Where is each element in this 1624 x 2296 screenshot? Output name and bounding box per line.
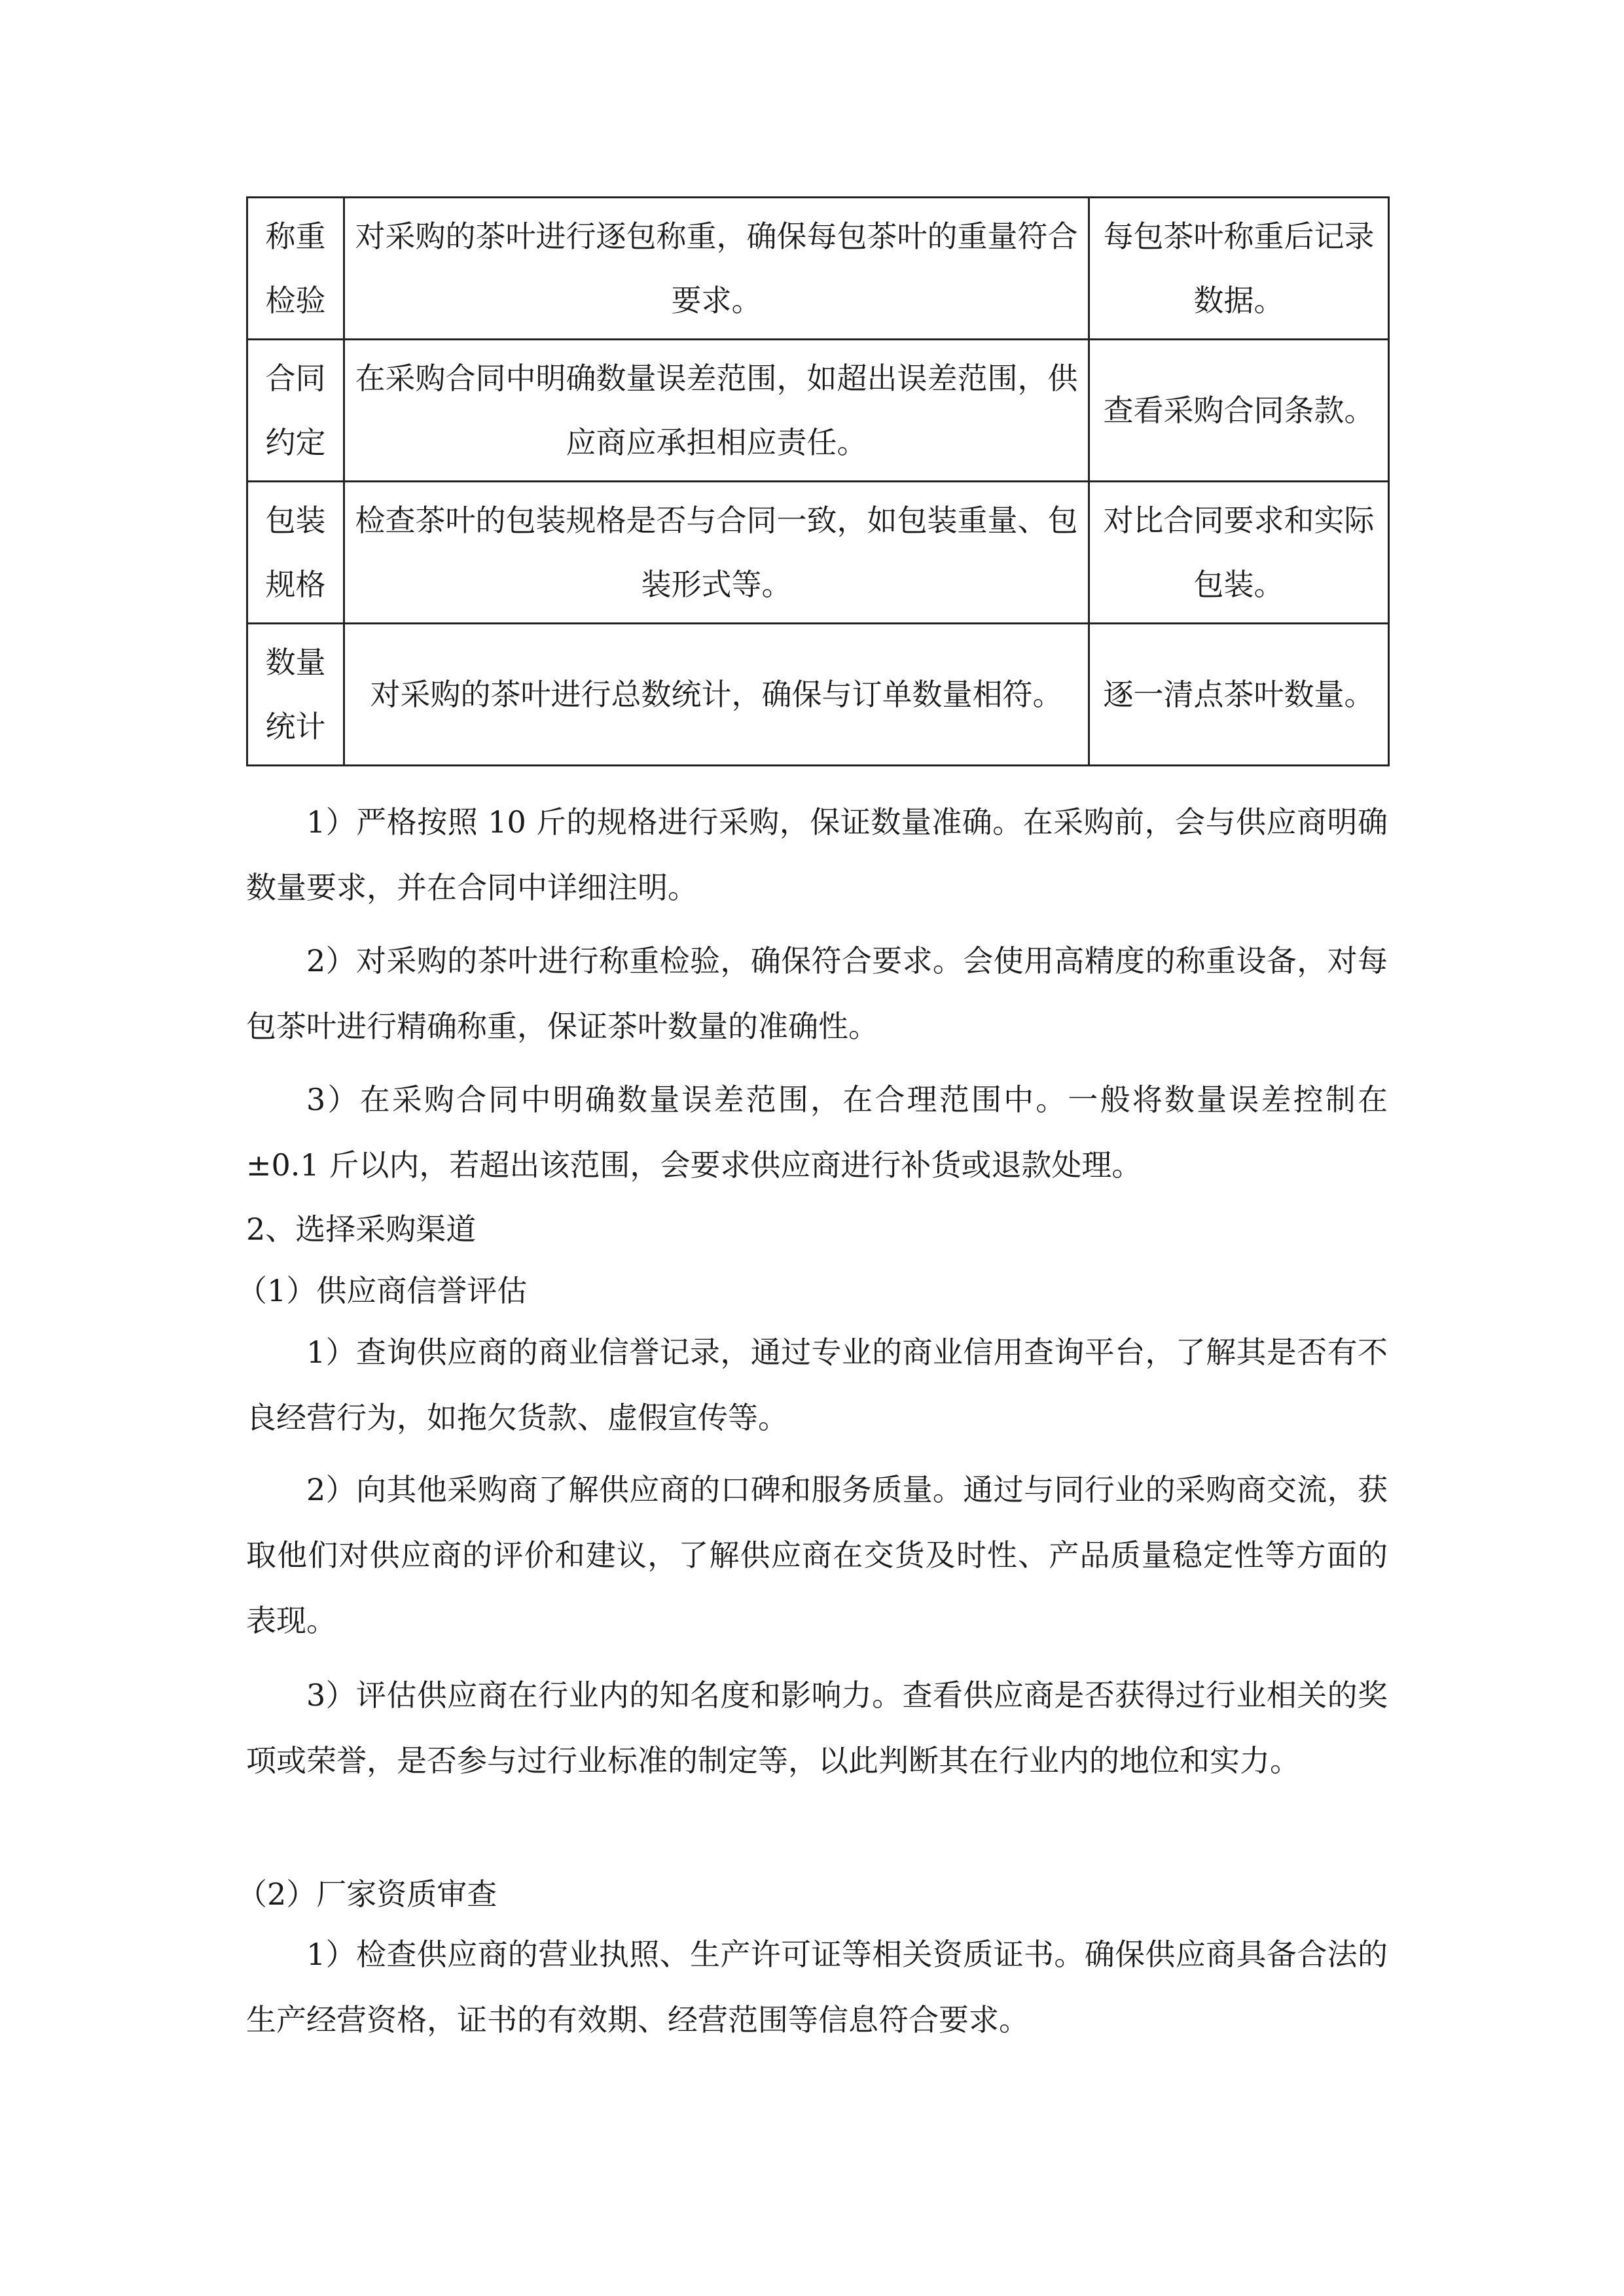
table-cell-method: 对比合同要求和实际包装。 bbox=[1089, 482, 1389, 624]
table-row bbox=[247, 482, 1389, 624]
table-cell-item: 数量统计 bbox=[247, 624, 344, 766]
paragraph-qualification-1: 1）检查供应商的营业执照、生产许可证等相关资质证书。确保供应商具备合法的生产经营资格，证书的有效期、经营范围等信息符合要求。 bbox=[246, 1937, 1388, 2037]
table-cell-method: 每包茶叶称重后记录数据。 bbox=[1089, 198, 1389, 340]
section-heading: 2、选择采购渠道 bbox=[246, 1211, 477, 1247]
paragraph-quantity-2: 2）对采购的茶叶进行称重检验，确保符合要求。会使用高精度的称重设备，对每包茶叶进行精确称重，保证茶叶数量的准确性。 bbox=[246, 943, 1388, 1044]
table-cell-item: 包装规格 bbox=[247, 482, 344, 624]
table-row bbox=[247, 340, 1389, 482]
table-cell-item: 合同约定 bbox=[247, 340, 344, 482]
table-row bbox=[247, 624, 1389, 766]
table-row bbox=[247, 198, 1389, 340]
table-cell-method: 查看采购合同条款。 bbox=[1089, 340, 1389, 482]
table-cell-description: 检查茶叶的包装规格是否与合同一致，如包装重量、包装形式等。 bbox=[344, 482, 1089, 624]
paragraph-quantity-3: 3）在采购合同中明确数量误差范围，在合理范围中。一般将数量误差控制在±0.1 斤以内，若超出该范围，会要求供应商进行补货或退款处理。 bbox=[246, 1082, 1388, 1183]
paragraph-credit-2: 2）向其他采购商了解供应商的口碑和服务质量。通过与同行业的采购商交流，获取他们对供应商的评价和建议，了解供应商在交货及时性、产品质量稳定性等方面的表现。 bbox=[246, 1472, 1388, 1638]
paragraph-quantity-1: 1）严格按照 10 斤的规格进行采购，保证数量准确。在采购前，会与供应商明确数量要求，并在合同中详细注明。 bbox=[246, 804, 1388, 905]
subsection-heading: （2）厂家资质审查 bbox=[237, 1876, 497, 1912]
subsection-heading: （1）供应商信誉评估 bbox=[237, 1273, 528, 1308]
paragraph-credit-1: 1）查询供应商的商业信誉记录，通过专业的商业信用查询平台，了解其是否有不良经营行为，如拖欠货款、虚假宣传等。 bbox=[246, 1335, 1388, 1435]
table-cell-description: 在采购合同中明确数量误差范围，如超出误差范围，供应商应承担相应责任。 bbox=[344, 340, 1089, 482]
table-cell-description: 对采购的茶叶进行总数统计，确保与订单数量相符。 bbox=[344, 624, 1089, 766]
table-cell-item: 称重检验 bbox=[247, 198, 344, 340]
quantity-control-table bbox=[246, 196, 1390, 766]
table-cell-description: 对采购的茶叶进行逐包称重，确保每包茶叶的重量符合要求。 bbox=[344, 198, 1089, 340]
paragraph-credit-3: 3）评估供应商在行业内的知名度和影响力。查看供应商是否获得过行业相关的奖项或荣誉，是否参与过行业标准的制定等，以此判断其在行业内的地位和实力。 bbox=[246, 1677, 1388, 1778]
table-cell-method: 逐一清点茶叶数量。 bbox=[1089, 624, 1389, 766]
